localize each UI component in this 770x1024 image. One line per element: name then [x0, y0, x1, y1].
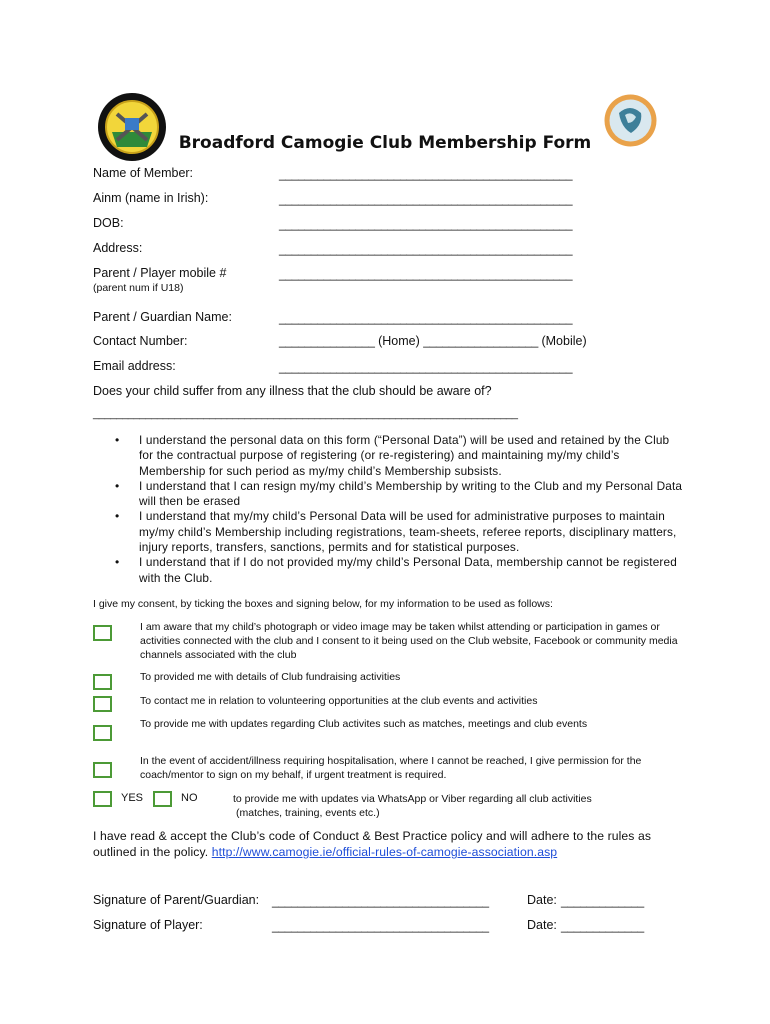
name-of-member-line[interactable]: ______________________________________________ [279, 167, 573, 181]
contact-number-label: Contact Number: [93, 334, 188, 348]
whatsapp-text: to provide me with updates via WhatsApp or Viber regarding all club activities [233, 793, 592, 805]
guardian-name-line[interactable]: ______________________________________________ [279, 311, 573, 325]
illness-question: Does your child suffer from any illness that the club should be aware of? [93, 384, 492, 398]
consent-medical-checkbox[interactable] [93, 762, 112, 778]
email-line[interactable]: ______________________________________________ [279, 360, 573, 374]
mobile-note: (parent num if U18) [93, 282, 184, 294]
consent-updates-text: To provide me with updates regarding Club activites such as matches, meetings and club events [140, 718, 588, 730]
consent-volunteering-text: To contact me in relation to volunteering opportunities at the club events and activities [140, 695, 538, 707]
policy-paragraph [93, 828, 683, 860]
illness-answer-line[interactable]: _________________________________________________________________________ [93, 408, 518, 420]
address-line[interactable]: ______________________________________________ [279, 242, 573, 256]
contact-number-row [279, 334, 587, 348]
bullet-item: • I understand that if I do not provided my/my child’s Personal Data, membership cannot be registered with the Club. [115, 555, 685, 586]
home-label: (Home) [378, 334, 420, 348]
consent-fundraising-checkbox[interactable] [93, 674, 112, 690]
mobile-number-line[interactable]: __________________ [423, 334, 538, 348]
ainm-label: Ainm (name in Irish): [93, 191, 209, 205]
consent-photo-checkbox[interactable] [93, 625, 112, 641]
date-guardian-label: Date: [527, 893, 557, 907]
ainm-line[interactable]: ______________________________________________ [279, 192, 573, 206]
date-player-line[interactable]: _____________ [561, 919, 644, 933]
date-guardian-line[interactable]: _____________ [561, 894, 644, 908]
address-label: Address: [93, 241, 143, 255]
mobile-label: Parent / Player mobile # [93, 266, 227, 280]
consent-volunteering-checkbox[interactable] [93, 696, 112, 712]
whatsapp-text-detail: (matches, training, events etc.) [236, 807, 380, 819]
form-title: Broadford Camogie Club Membership Form [178, 133, 592, 153]
consent-photo-text: I am aware that my child’s photograph or video image may be taken whilst attending or participation in games or activities connected with the club and I consent to it being used on the Club website, Facebook or community media channels associated with the club [140, 621, 678, 661]
whatsapp-no-label: NO [181, 792, 198, 804]
email-label: Email address: [93, 359, 176, 373]
dob-label: DOB: [93, 216, 124, 230]
bullet-item: • I understand that I can resign my/my child’s Membership by writing to the Club and my Personal Data will then be erased [115, 479, 685, 510]
signature-guardian-label: Signature of Parent/Guardian: [93, 893, 260, 907]
whatsapp-yes-label: YES [121, 792, 144, 804]
consent-fundraising-text: To provided me with details of Club fundraising activities [140, 671, 401, 683]
bullet-item: • I understand that my/my child’s Personal Data will be used for administrative purposes to maintain my/my child’s Membership including registrations, team-sheets, referee reports, disciplinary matters, injury reports, transfers, sanctions, permits and for statistical purposes. [115, 509, 685, 555]
consent-intro: I give my consent, by ticking the boxes and signing below, for my information to be used as follows: [93, 598, 553, 610]
home-number-line[interactable]: _______________ [279, 334, 375, 348]
whatsapp-yes-checkbox[interactable] [93, 791, 112, 807]
signature-player-line[interactable]: __________________________________ [272, 919, 489, 933]
name-of-member-label: Name of Member: [93, 166, 194, 180]
policy-text: I have read & accept the Club’s code of Conduct & Best Practice policy and will adhere to the rules as outlined in the policy. [93, 829, 652, 859]
guardian-name-label: Parent / Guardian Name: [93, 310, 232, 324]
signature-guardian-line[interactable]: __________________________________ [272, 894, 489, 908]
data-protection-bullets [115, 433, 685, 586]
whatsapp-no-checkbox[interactable] [153, 791, 172, 807]
consent-medical-text: In the event of accident/illness requiring hospitalisation, where I cannot be reached, I give permission for the coach/mentor to sign on my behalf, if urgent treatment is required. [140, 755, 642, 781]
signature-player-label: Signature of Player: [93, 918, 203, 932]
bullet-item: • I understand the personal data on this form (“Personal Data”) will be used and retained by the Club for the contractual purpose of registering (or re-registering) and maintaining my/my child’s Membership for such period as my/my child’s Membership subsists. [115, 433, 685, 479]
date-player-label: Date: [527, 918, 557, 932]
consent-updates-checkbox[interactable] [93, 725, 112, 741]
mobile-line[interactable]: ______________________________________________ [279, 267, 573, 281]
policy-link[interactable]: http://www.camogie.ie/official-rules-of-camogie-association.asp [211, 845, 558, 859]
dob-line[interactable]: ______________________________________________ [279, 217, 573, 231]
mobile-type-label: (Mobile) [541, 334, 587, 348]
